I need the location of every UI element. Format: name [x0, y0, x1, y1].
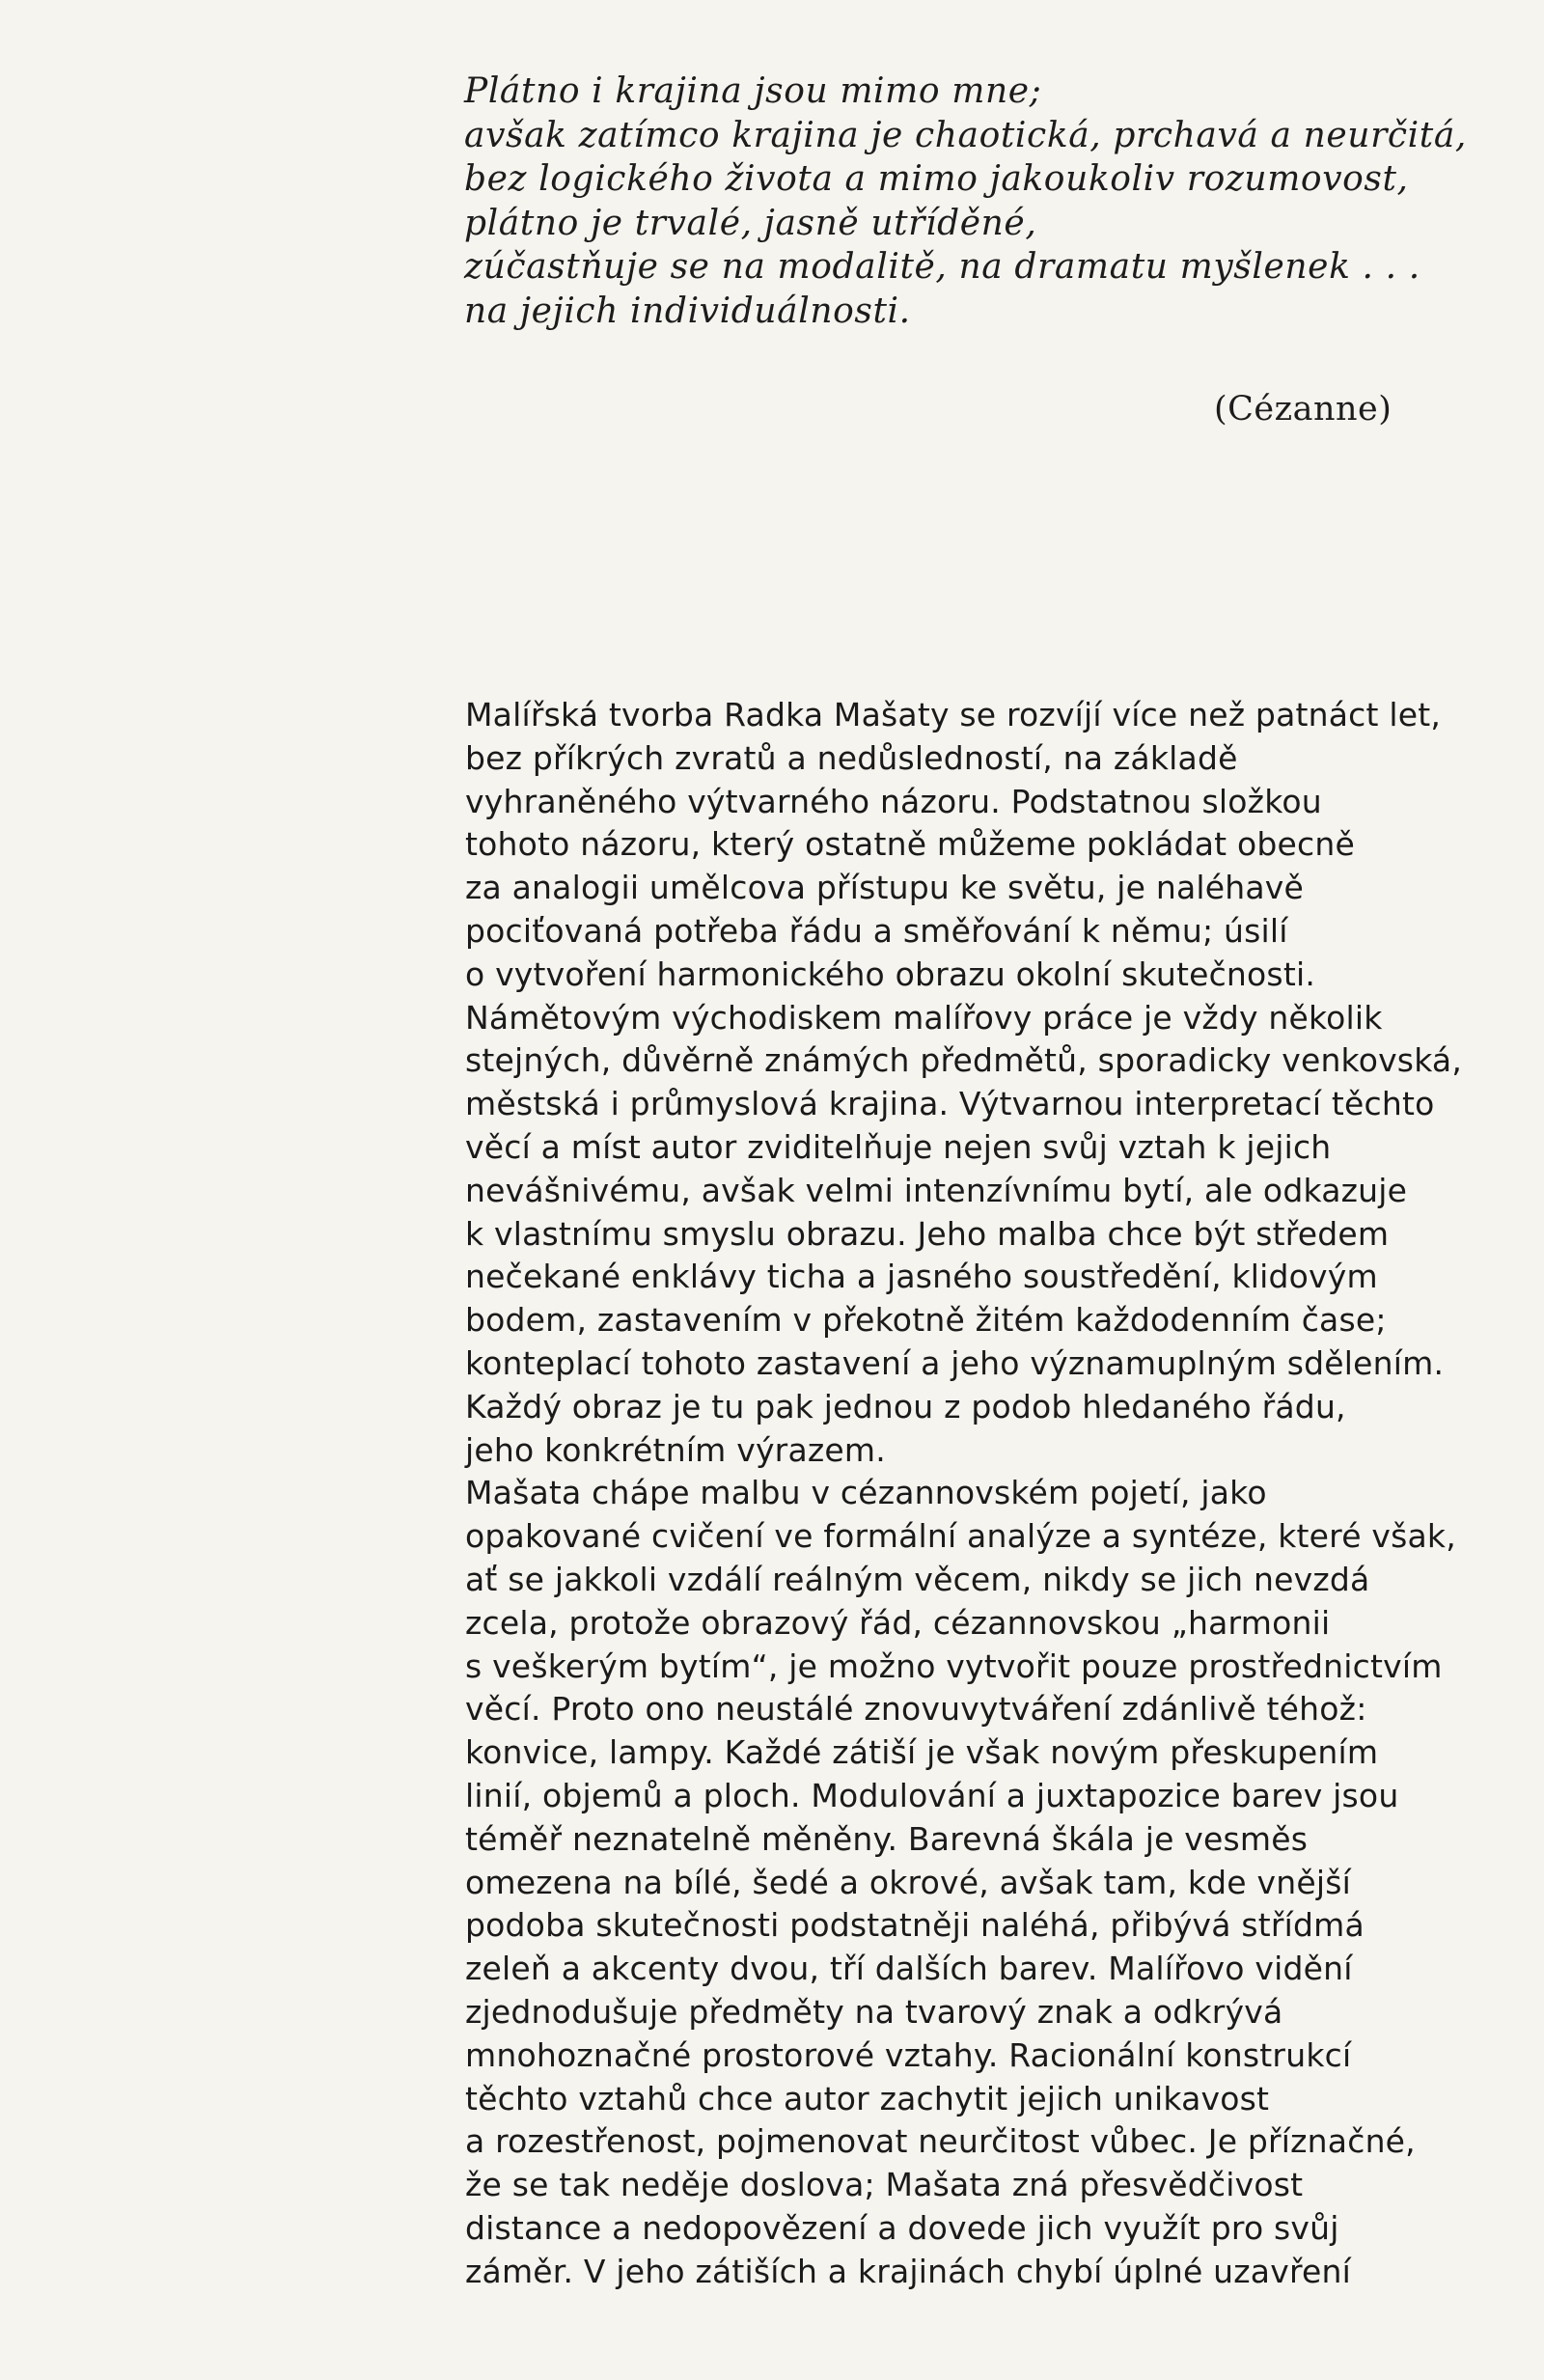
body-line: Každý obraz je tu pak jednou z podob hledaného řádu, — [465, 1387, 1346, 1425]
epigraph-line: bez logického života a mimo jakoukoliv rozumovost, — [464, 159, 1409, 199]
epigraph-line: Plátno i krajina jsou mimo mne; — [464, 71, 1042, 111]
body-line: záměr. V jeho zátiších a krajinách chybí úplné uzavření — [465, 2252, 1351, 2290]
body-line: zeleň a akcenty dvou, tří dalších barev. Malířovo vidění — [465, 1950, 1353, 1988]
body-line: těchto vztahů chce autor zachytit jejich unikavost — [465, 2079, 1270, 2117]
body-line: a rozestřenost, pojmenovat neurčitost vůbec. Je příznačné, — [465, 2122, 1416, 2161]
body-line: bez příkrých zvratů a nedůsledností, na základě — [465, 738, 1238, 777]
body-line: za analogii umělcova přístupu ke světu, je naléhavě — [465, 869, 1305, 907]
body-line: téměř neznatelně měněny. Barevná škála je vesměs — [465, 1819, 1309, 1858]
body-line: pociťovaná potřeba řádu a směřování k němu; úsilí — [465, 911, 1288, 950]
body-line: tohoto názoru, který ostatně můžeme pokládat obecně — [465, 825, 1355, 864]
body-line: zjednodušuje předměty na tvarový znak a odkrývá — [465, 1992, 1283, 2031]
body-line: jeho konkrétním výrazem. — [465, 1430, 886, 1469]
body-line: s veškerým bytím“, je možno vytvořit pouze prostřednictvím — [465, 1647, 1443, 1685]
body-line: o vytvoření harmonického obrazu okolní skutečnosti. — [465, 955, 1316, 993]
body-line: nečekané enklávy ticha a jasného soustředění, klidovým — [465, 1258, 1378, 1296]
body-line: nevášnivému, avšak velmi intenzívnímu bytí, ale odkazuje — [465, 1171, 1408, 1209]
epigraph-quote — [464, 69, 1467, 333]
body-line: podoba skutečnosti podstatněji naléhá, přibývá střídmá — [465, 1906, 1365, 1945]
body-line: Mašata chápe malbu v cézannovském pojetí, jako — [465, 1474, 1267, 1512]
epigraph-line: plátno je trvalé, jasně utříděné, — [464, 203, 1037, 243]
body-line: stejných, důvěrně známých předmětů, sporadicky venkovská, — [465, 1041, 1463, 1080]
epigraph-line: avšak zatímco krajina je chaotická, prchavá a neurčitá, — [464, 115, 1467, 155]
body-line: vyhraněného výtvarného názoru. Podstatnou složkou — [465, 782, 1322, 820]
body-line: věcí a míst autor zviditelňuje nejen svůj vztah k jejich — [465, 1127, 1332, 1166]
body-line: že se tak neděje doslova; Mašata zná přesvědčivost — [465, 2166, 1304, 2204]
body-line: linií, objemů a ploch. Modulování a juxtapozice barev jsou — [465, 1776, 1399, 1814]
body-line: zcela, protože obrazový řád, cézannovskou „harmonii — [465, 1603, 1331, 1642]
body-line: distance a nedopovězení a dovede jich využít pro svůj — [465, 2208, 1339, 2247]
body-line: Námětovým východiskem malířovy práce je vždy několik — [465, 998, 1383, 1037]
body-line: věcí. Proto ono neustálé znovuvytváření zdánlivě téhož: — [465, 1690, 1367, 1729]
body-line: bodem, zastavením v překotně žitém každodenním čase; — [465, 1301, 1387, 1340]
body-line: ať se jakkoli vzdálí reálným věcem, nikdy se jich nevzdá — [465, 1560, 1370, 1598]
body-line: omezena na bílé, šedé a okrové, avšak tam, kde vnější — [465, 1863, 1351, 1901]
body-line: k vlastnímu smyslu obrazu. Jeho malba chce být středem — [465, 1214, 1390, 1253]
body-line: konvice, lampy. Každé zátiší je však novým přeskupením — [465, 1733, 1379, 1772]
epigraph-line: zúčastňuje se na modalitě, na dramatu myšlenek . . . — [464, 247, 1420, 287]
epigraph-line: na jejich individuálnosti. — [464, 291, 911, 331]
body-text — [465, 694, 1469, 2293]
body-line: mnohoznačné prostorové vztahy. Racionální konstrukcí — [465, 2035, 1352, 2074]
body-line: městská i průmyslová krajina. Výtvarnou interpretací těchto — [465, 1085, 1435, 1123]
body-line: konteplací tohoto zastavení a jeho významuplným sdělením. — [465, 1343, 1445, 1382]
body-line: opakované cvičení ve formální analýze a syntéze, které však, — [465, 1517, 1456, 1556]
epigraph-attribution: (Cézanne) — [1214, 390, 1392, 429]
body-line: Malířská tvorba Radka Mašaty se rozvíjí více než patnáct let, — [465, 696, 1442, 733]
